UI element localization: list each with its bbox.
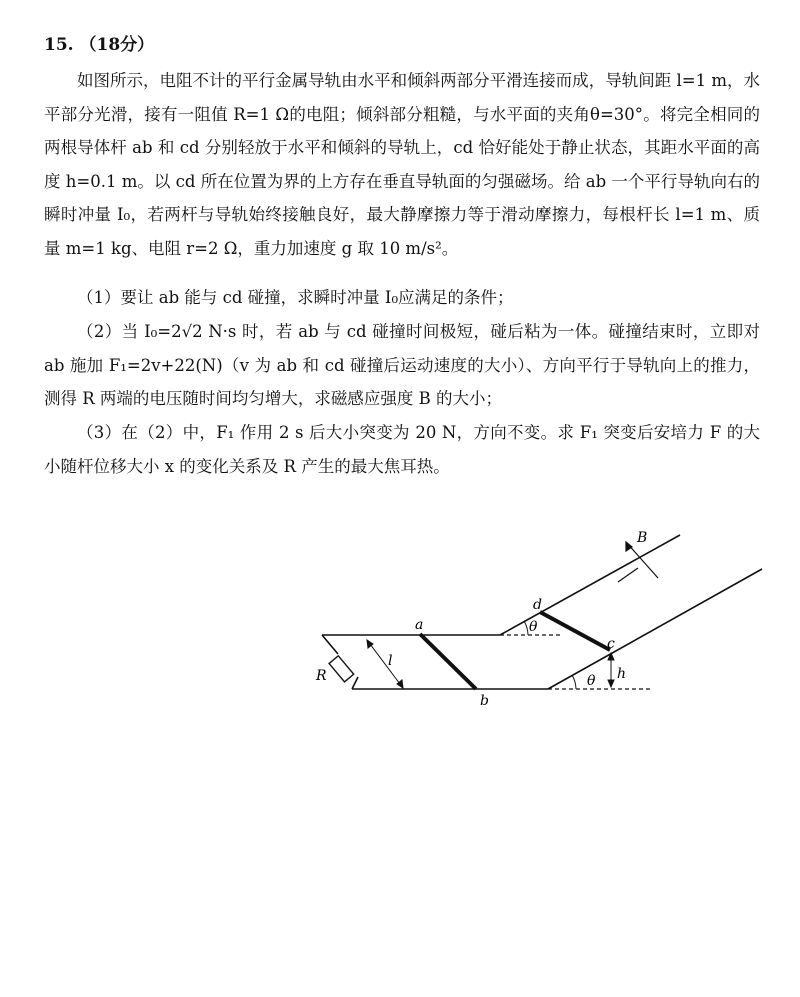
field-arrow-B [618, 542, 658, 582]
question-part-1: （1）要让 ab 能与 cd 碰撞，求瞬时冲量 I₀应满足的条件； [77, 288, 514, 307]
question-part-3: （3）在（2）中，F₁ 作用 2 s 后大小突变为 20 N，方向不变。求 F₁ 突变后安培力 F 的大小随杆位移大小 x 的变化关系及 R 产生的最大焦耳热。 [44, 423, 760, 476]
label-h: h [617, 666, 627, 682]
angle-arc-top [524, 621, 528, 635]
question-part-2: （2）当 I₀=2√2 N·s 时，若 ab 与 cd 碰撞时间极短，碰后粘为一体。碰撞结束时，立即对 ab 施加 F₁=2v+22(N)（v 为 ab 和 cd 碰撞后运动速度的大小）、方向平行于导轨向上的推力，测得 R 两端的电压随时间均匀增大，求磁感应强度 B 的大小； [44, 322, 760, 408]
resistor-lead-bottom [352, 677, 358, 689]
label-theta-top: θ [529, 619, 538, 635]
back-rail-incline [500, 535, 680, 635]
spacing-arrow-l [367, 640, 403, 688]
label-l: l [388, 653, 393, 669]
resistor-lead-top [322, 635, 338, 654]
bar-cd [540, 612, 610, 650]
label-c: c [607, 636, 615, 652]
rail-diagram [300, 520, 780, 720]
question-number: 15. （18分） [44, 35, 155, 55]
label-R: R [316, 668, 327, 684]
label-b: b [480, 693, 489, 709]
question-intro: 如图所示，电阻不计的平行金属导轨由水平和倾斜两部分平滑连接而成，导轨间距 l=1 m，水平部分光滑，接有一阻值 R=1 Ω的电阻；倾斜部分粗糙，与水平面的夹角θ=30°。将完全相同的两根导体杆 ab 和 cd 分别轻放于水平和倾斜的导轨上，cd 恰好能处于静止状态，其距水平面的高度 h=0.1 m。以 cd 所在位置为界的上方存在垂直导轨面的匀强磁场。给 ab 一个平行导轨向右的瞬时冲量 I₀，若两杆与导轨始终接触良好，最大静摩擦力等于滑动摩擦力，每根杆长 l=1 m、质量 m=1 kg、电阻 r=2 Ω，重力加速度 g 取 10 m/s²。 [44, 71, 760, 258]
angle-arc-bottom [572, 675, 576, 689]
height-arrow-h [608, 653, 614, 687]
label-B: B [637, 530, 648, 546]
bar-ab [420, 634, 476, 689]
front-rail-incline [548, 569, 762, 689]
label-d: d [533, 597, 542, 613]
resistor-R [329, 656, 354, 682]
label-theta-bottom: θ [587, 673, 596, 689]
label-a: a [415, 617, 424, 633]
